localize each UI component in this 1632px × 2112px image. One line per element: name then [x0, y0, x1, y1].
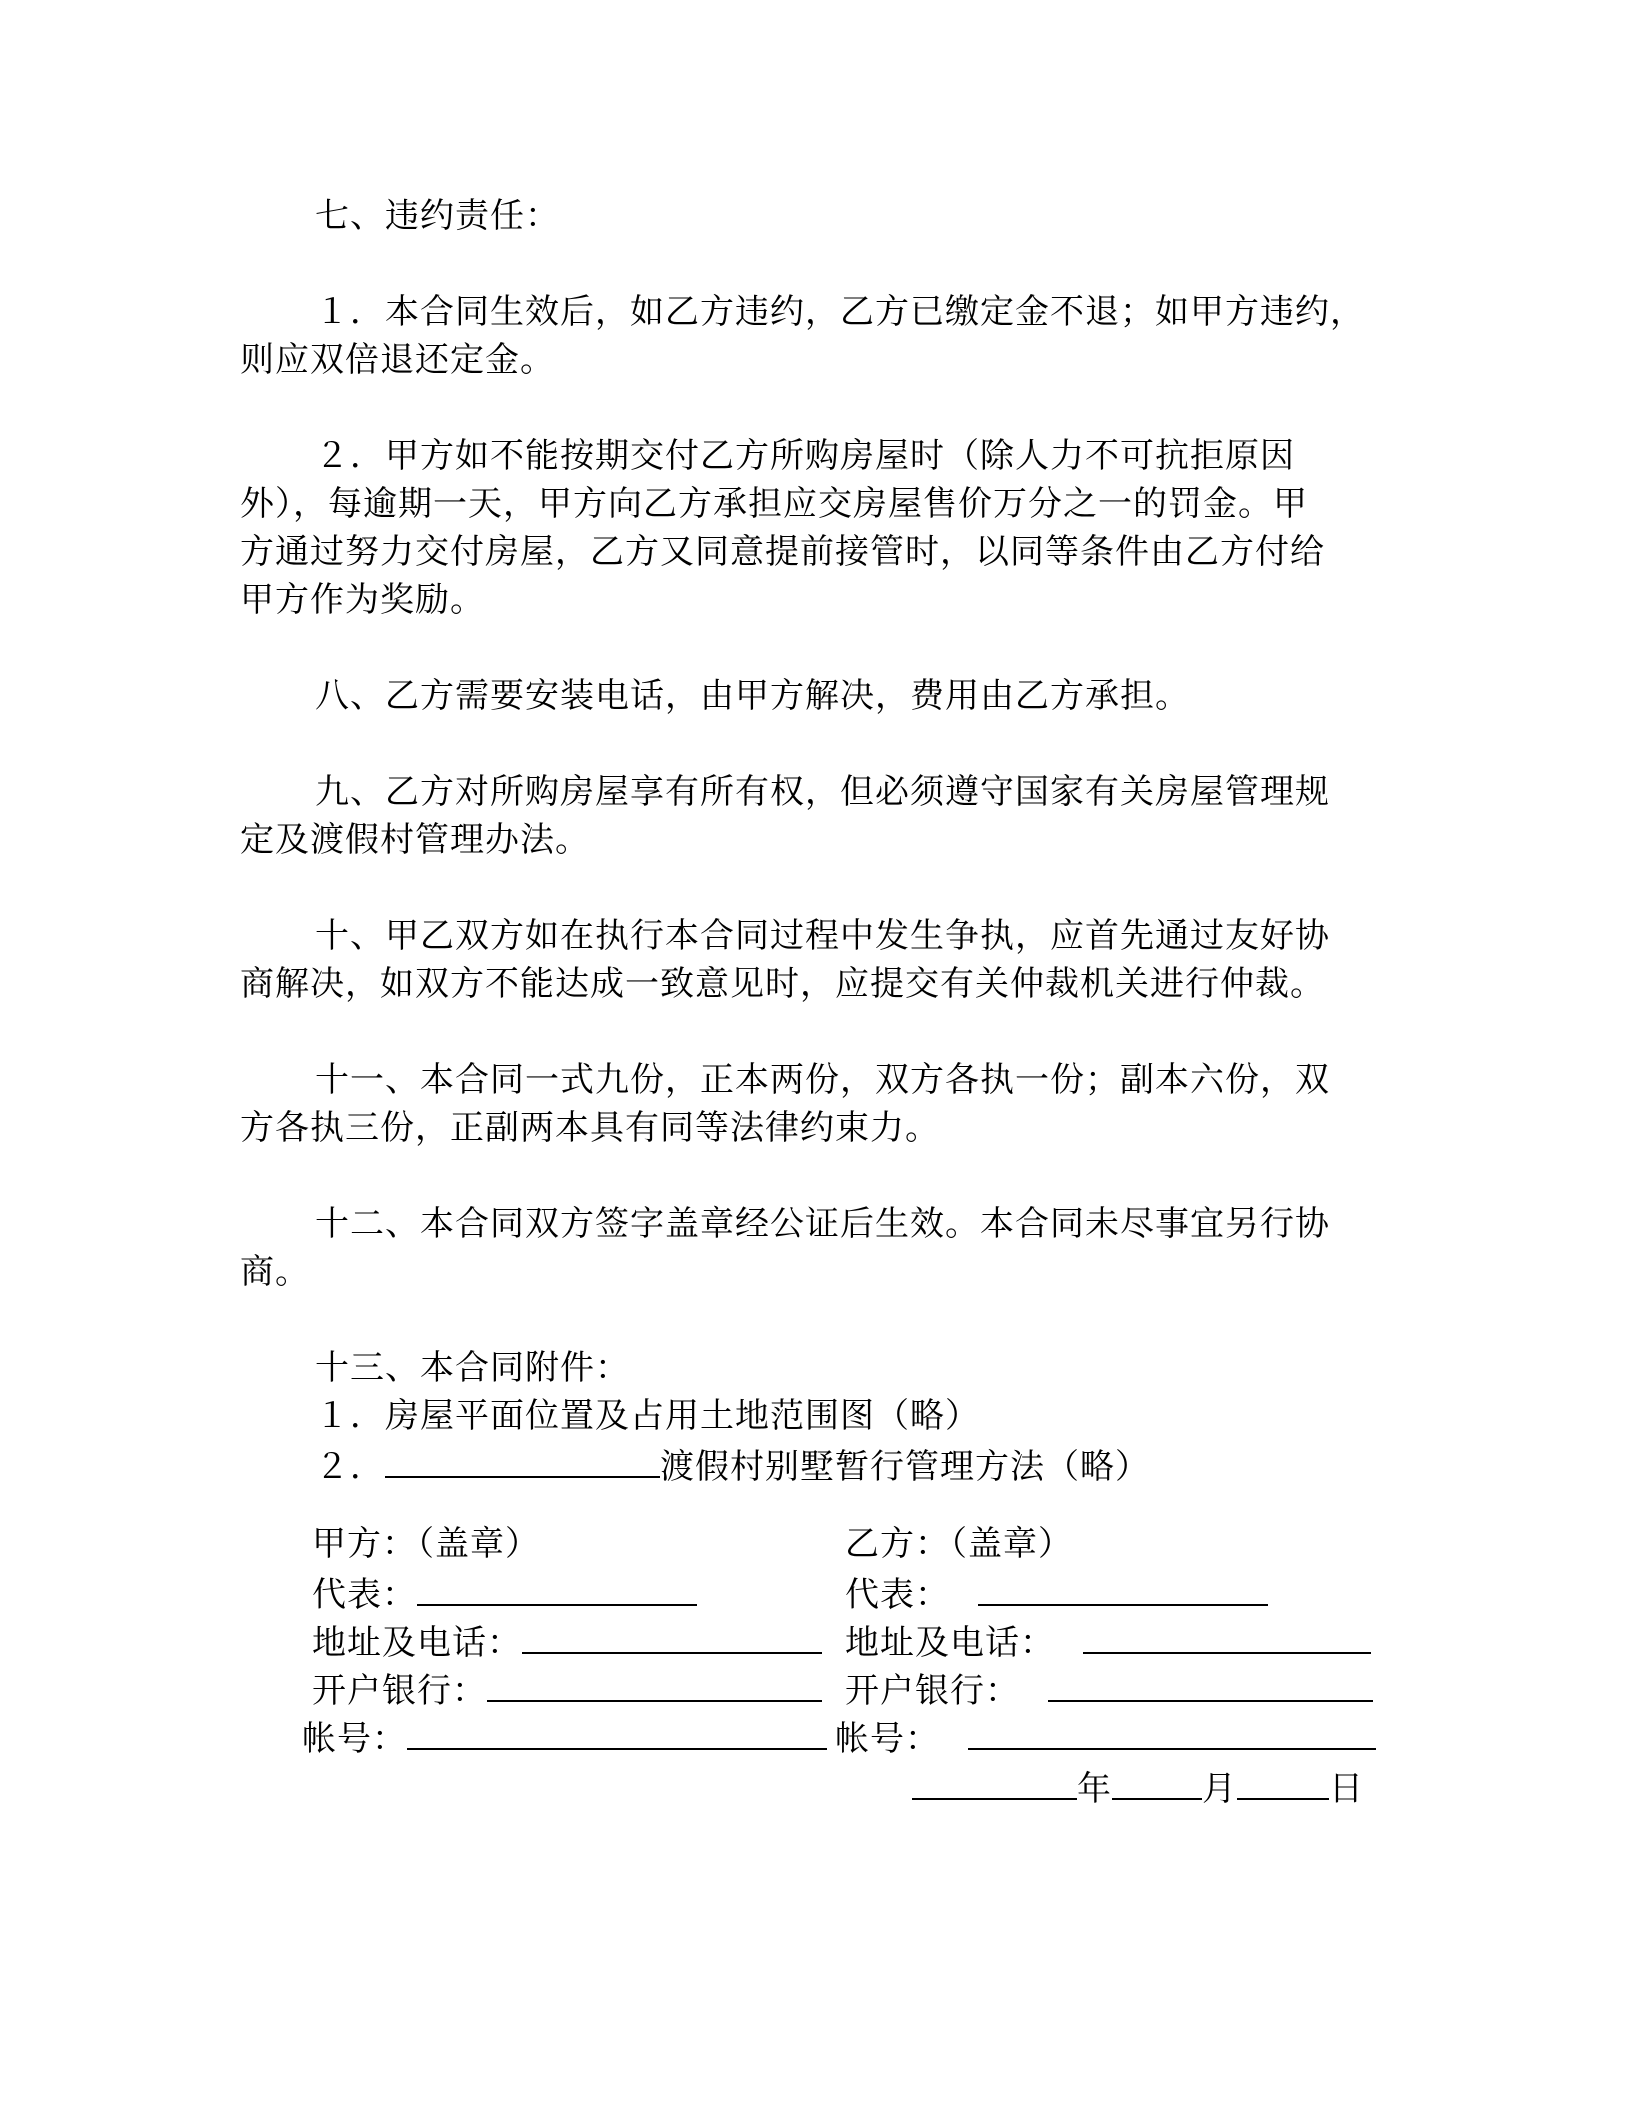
- party-b-bank-label: 开户银行：: [845, 1671, 1020, 1711]
- section-7-item-1-line-2: 则应双倍退还定金。: [240, 340, 555, 380]
- section-10-line-2: 商解决，如双方不能达成一致意见时，应提交有关仲裁机关进行仲裁。: [240, 964, 1325, 1004]
- section-11-line-1: 十一、本合同一式九份，正本两份，双方各执一份；副本六份，双: [315, 1060, 1330, 1100]
- attachment-2-suffix: 渡假村别墅暂行管理方法（略）: [660, 1447, 1150, 1487]
- section-7-item-2-line-3: 方通过努力交付房屋，乙方又同意提前接管时，以同等条件由乙方付给: [240, 532, 1325, 572]
- party-a-rep: [312, 1568, 697, 1616]
- attachment-2: [315, 1440, 1465, 1488]
- party-b-rep: [845, 1568, 1268, 1616]
- party-a-address-blank[interactable]: [522, 1616, 822, 1654]
- party-a-rep-label: 代表：: [312, 1575, 417, 1615]
- party-b-account-label: 帐号：: [835, 1719, 940, 1759]
- section-11-line-2: 方各执三份，正副两本具有同等法律约束力。: [240, 1108, 940, 1148]
- party-b-address-label: 地址及电话：: [845, 1623, 1055, 1663]
- party-b-address-blank[interactable]: [1083, 1616, 1371, 1654]
- section-7-heading: 七、违约责任：: [315, 196, 560, 236]
- section-8: 八、乙方需要安装电话，由甲方解决，费用由乙方承担。: [315, 676, 1190, 716]
- section-9-line-2: 定及渡假村管理办法。: [240, 820, 590, 860]
- party-b-rep-blank[interactable]: [978, 1568, 1268, 1606]
- attachment-1: １．房屋平面位置及占用土地范围图（略）: [315, 1396, 980, 1436]
- section-12-line-1: 十二、本合同双方签字盖章经公证后生效。本合同未尽事宜另行协: [315, 1204, 1330, 1244]
- party-a-bank-label: 开户银行：: [312, 1671, 487, 1711]
- attachment-2-blank[interactable]: [385, 1440, 660, 1478]
- party-b-account-blank[interactable]: [968, 1712, 1376, 1750]
- month-label: 月: [1202, 1769, 1237, 1809]
- party-b-address: [845, 1616, 1371, 1664]
- section-7-item-2-line-1: ２．甲方如不能按期交付乙方所购房屋时（除人力不可抗拒原因: [315, 436, 1295, 476]
- section-9-line-1: 九、乙方对所购房屋享有所有权，但必须遵守国家有关房屋管理规: [315, 772, 1330, 812]
- party-a-rep-blank[interactable]: [417, 1568, 697, 1606]
- party-a-bank-blank[interactable]: [487, 1664, 822, 1702]
- party-a-bank: [312, 1664, 822, 1712]
- section-10-line-1: 十、甲乙双方如在执行本合同过程中发生争执，应首先通过友好协: [315, 916, 1330, 956]
- party-a-account: [302, 1712, 827, 1760]
- section-7-item-1-line-1: １．本合同生效后，如乙方违约，乙方已缴定金不退；如甲方违约，: [315, 292, 1365, 332]
- year-label: 年: [1077, 1769, 1112, 1809]
- party-a-address: [312, 1616, 822, 1664]
- date-row: [912, 1762, 1364, 1810]
- party-b-label: 乙方：（盖章）: [845, 1524, 1073, 1564]
- section-13-heading: 十三、本合同附件：: [315, 1348, 630, 1388]
- party-a-account-blank[interactable]: [407, 1712, 827, 1750]
- day-blank[interactable]: [1237, 1762, 1329, 1800]
- party-b-bank-blank[interactable]: [1048, 1664, 1373, 1702]
- party-b-bank: [845, 1664, 1373, 1712]
- month-blank[interactable]: [1112, 1762, 1202, 1800]
- section-7-item-2-line-2: 外），每逾期一天，甲方向乙方承担应交房屋售价万分之一的罚金。甲: [240, 484, 1308, 524]
- party-b-rep-label: 代表：: [845, 1575, 950, 1615]
- day-label: 日: [1329, 1769, 1364, 1809]
- party-b-account: [835, 1712, 1376, 1760]
- party-a-address-label: 地址及电话：: [312, 1623, 522, 1663]
- party-a-account-label: 帐号：: [302, 1719, 407, 1759]
- section-7-item-2-line-4: 甲方作为奖励。: [240, 580, 485, 620]
- attachment-2-prefix: ２．: [315, 1447, 385, 1487]
- party-a-label: 甲方：（盖章）: [312, 1524, 540, 1564]
- section-12-line-2: 商。: [240, 1252, 310, 1292]
- year-blank[interactable]: [912, 1762, 1077, 1800]
